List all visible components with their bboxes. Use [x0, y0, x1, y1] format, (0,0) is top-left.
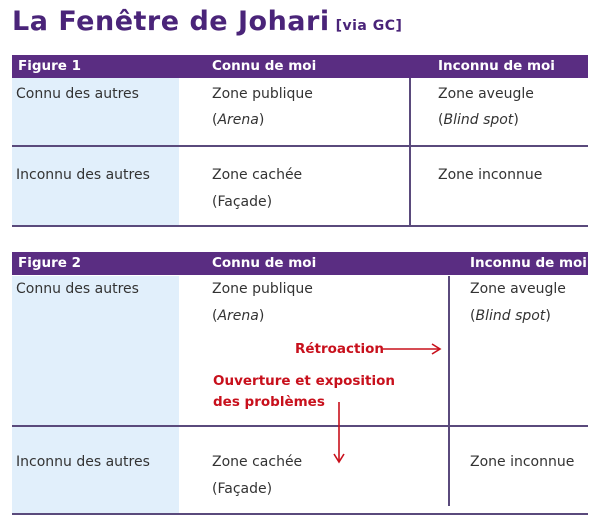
blind-zone: Zone aveugle — [438, 86, 534, 102]
vertical-divider — [409, 78, 411, 226]
row-header-known-to-others: Connu des autres — [16, 281, 139, 297]
vertical-divider — [448, 276, 450, 506]
feedback-label: Rétroaction — [295, 341, 385, 357]
title-text: La Fenêtre de Johari — [12, 6, 330, 37]
figure-1-header — [12, 55, 588, 78]
bottom-border — [12, 513, 588, 515]
unknown-zone: Zone inconnue — [438, 167, 543, 183]
blind-zone-alt: (Blind spot) — [438, 112, 519, 128]
blind-zone-alt: (Blind spot) — [470, 308, 551, 324]
hidden-zone-alt: (Façade) — [212, 481, 273, 497]
column-header-unknown-to-self: Inconnu de moi — [470, 255, 587, 271]
public-zone: Zone publique — [212, 281, 313, 297]
hidden-alt-text: Façade — [217, 194, 267, 210]
hidden-zone: Zone cachée — [212, 167, 303, 183]
disclosure-arrow-icon — [330, 400, 348, 466]
figure-2-header — [12, 252, 588, 275]
figure-label: Figure 1 — [18, 58, 82, 74]
unknown-zone: Zone inconnue — [470, 454, 575, 470]
bottom-border — [12, 225, 588, 227]
column-header-known-to-self: Connu de moi — [212, 255, 317, 271]
column-header-unknown-to-self: Inconnu de moi — [438, 58, 555, 74]
blind-zone: Zone aveugle — [470, 281, 566, 297]
row-header-unknown-to-others: Inconnu des autres — [16, 167, 150, 183]
blind-alt-text: Blind spot — [443, 112, 514, 128]
hidden-alt-text: Façade — [217, 481, 267, 497]
disclosure-label-line1: Ouverture et exposition — [213, 373, 396, 389]
hidden-zone: Zone cachée — [212, 454, 303, 470]
public-alt-text: Arena — [217, 308, 259, 324]
public-zone-alt: (Arena) — [212, 112, 265, 128]
column-header-known-to-self: Connu de moi — [212, 58, 317, 74]
feedback-arrow-icon — [380, 340, 445, 358]
public-alt-text: Arena — [217, 112, 259, 128]
horizontal-divider — [12, 425, 588, 427]
disclosure-label-line2: des problèmes — [213, 394, 325, 410]
row-header-column — [12, 276, 179, 514]
public-zone: Zone publique — [212, 86, 313, 102]
row-header-known-to-others: Connu des autres — [16, 86, 139, 102]
title-suffix: [via GC] — [335, 18, 403, 34]
public-zone-alt: (Arena) — [212, 308, 265, 324]
horizontal-divider — [12, 145, 588, 147]
figure-label: Figure 2 — [18, 255, 82, 271]
hidden-zone-alt: (Façade) — [212, 194, 273, 210]
page-title — [12, 6, 402, 37]
row-header-unknown-to-others: Inconnu des autres — [16, 454, 150, 470]
blind-alt-text: Blind spot — [475, 308, 546, 324]
